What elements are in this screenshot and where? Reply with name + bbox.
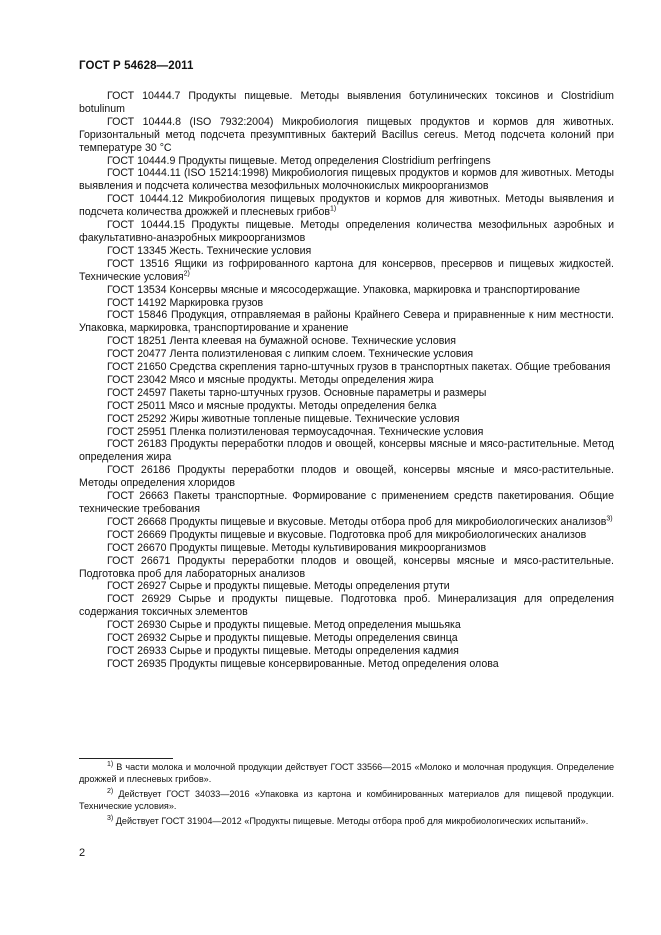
reference-item xyxy=(79,555,614,581)
reference-item xyxy=(79,580,614,593)
reference-title: Жесть. Технические условия xyxy=(169,244,312,257)
footnote-marker: 1) xyxy=(330,205,337,213)
reference-title: Продукты пищевые консервированные. Метод определения олова xyxy=(169,657,499,670)
reference-code: ГОСТ 10444.11 xyxy=(107,167,181,180)
reference-title: Продукты пищевые и вкусовые. Методы отбора проб для микробиологических анализов xyxy=(169,515,607,528)
reference-item xyxy=(79,258,614,284)
reference-code: ГОСТ 23042 xyxy=(107,373,167,386)
reference-item xyxy=(79,309,614,335)
reference-code: ГОСТ 26183 xyxy=(107,438,167,451)
reference-title: Продукты пищевые и вкусовые. Подготовка проб для микробиологических анализов xyxy=(169,528,587,541)
reference-title: Консервы мясные и мясосодержащие. Упаковка, маркировка и транспортирование xyxy=(169,283,581,296)
reference-title: Продукты переработки плодов и овощей, консервы мясные и мясо-растительные. Метод определения жира xyxy=(79,438,614,464)
reference-title: Сырье и продукты пищевые. Подготовка проб. Минерализация для определения содержания токсичных элементов xyxy=(79,593,614,619)
reference-code: ГОСТ 20477 xyxy=(107,348,167,361)
reference-item xyxy=(79,116,614,155)
reference-code: ГОСТ 15846 xyxy=(107,309,168,322)
reference-code: ГОСТ 10444.12 xyxy=(107,193,184,206)
reference-code: ГОСТ 10444.15 xyxy=(107,219,185,232)
reference-title: Мясо и мясные продукты. Методы определения белка xyxy=(168,399,437,412)
reference-title: Маркировка грузов xyxy=(169,296,264,309)
reference-title: Продукты переработки плодов и овощей, консервы мясные и мясо-растительные. Подготовка проб для лабораторных анализов xyxy=(79,554,614,580)
footnotes-list xyxy=(79,762,614,831)
reference-item xyxy=(79,284,614,297)
reference-code: ГОСТ 26663 xyxy=(107,490,169,503)
reference-code: ГОСТ 25292 xyxy=(107,412,167,425)
reference-code: ГОСТ 25011 xyxy=(107,399,166,412)
reference-title: (ISO 7932:2004) Микробиология пищевых продуктов и кормов для животных. Горизонтальный метод подсчета презумптивных бактерий Bacillus cereus. Метод подсчета колоний при температуре 30 °С xyxy=(79,115,615,154)
reference-code: ГОСТ 24597 xyxy=(107,386,167,399)
reference-code: ГОСТ 26927 xyxy=(107,580,167,593)
reference-code: ГОСТ 26929 xyxy=(107,593,172,606)
reference-item xyxy=(79,193,614,219)
reference-code: ГОСТ 18251 xyxy=(107,335,167,348)
reference-item xyxy=(79,619,614,632)
document-header: ГОСТ Р 54628—2011 xyxy=(79,60,194,72)
reference-title: Сырье и продукты пищевые. Методы определения ртути xyxy=(169,580,450,593)
reference-item xyxy=(79,167,614,193)
footnote-item xyxy=(79,789,614,813)
reference-item xyxy=(79,426,614,439)
reference-code: ГОСТ 10444.7 xyxy=(107,90,181,102)
reference-item xyxy=(79,490,614,516)
reference-item xyxy=(79,542,614,555)
reference-title: Продукты пищевые. Метод определения Clostridium perfringens xyxy=(178,154,491,167)
reference-title: (ISO 15214:1998) Микробиология пищевых продуктов и кормов для животных. Методы выявления и подсчета количества мезофильных молочнокислых микроорганизмов xyxy=(79,167,614,193)
reference-item xyxy=(79,658,614,671)
reference-item xyxy=(79,361,614,374)
reference-title: Сырье и продукты пищевые. Метод определения мышьяка xyxy=(169,619,461,632)
reference-code: ГОСТ 14192 xyxy=(107,296,167,309)
reference-code: ГОСТ 26932 xyxy=(107,632,167,645)
reference-title: Продукты пищевые. Методы определения количества мезофильных аэробных и факультативно-анаэробных микроорганизмов xyxy=(79,219,614,244)
reference-title: Продукция, отправляемая в районы Крайнего Севера и приравненные к ним местности. Упаковка, маркировка, транспортирование и хранение xyxy=(79,309,614,335)
reference-code: ГОСТ 10444.8 xyxy=(107,115,181,128)
reference-item xyxy=(79,645,614,658)
reference-item xyxy=(79,438,614,464)
reference-title: Жиры животные топленые пищевые. Технические условия xyxy=(169,412,460,425)
reference-item xyxy=(79,400,614,413)
reference-title: Лента полиэтиленовая с липким слоем. Технические условия xyxy=(169,348,474,361)
footnote-separator xyxy=(79,758,173,759)
reference-item xyxy=(79,516,614,529)
reference-code: ГОСТ 26671 xyxy=(107,554,171,567)
reference-code: ГОСТ 26933 xyxy=(107,644,167,657)
reference-item xyxy=(79,335,614,348)
reference-title: Продукты переработки плодов и овощей, консервы мясные и мясо-растительные. Методы определения хлоридов xyxy=(79,464,614,490)
reference-code: ГОСТ 10444.9 xyxy=(107,154,176,167)
reference-code: ГОСТ 25951 xyxy=(107,425,167,438)
reference-title: Пленка полиэтиленовая термоусадочная. Технические условия xyxy=(169,425,484,438)
reference-code: ГОСТ 26670 xyxy=(107,541,167,554)
reference-item xyxy=(79,374,614,387)
footnote-marker: 3) xyxy=(606,515,613,523)
reference-item xyxy=(79,297,614,310)
reference-code: ГОСТ 26668 xyxy=(107,515,167,528)
footnote-mark: 1) xyxy=(107,760,114,768)
footnote-marker: 2) xyxy=(183,270,190,278)
reference-code: ГОСТ 26186 xyxy=(107,464,171,477)
reference-title: Пакеты транспортные. Формирование с применением средств пакетирования. Общие технические требования xyxy=(79,490,614,515)
reference-title: Сырье и продукты пищевые. Методы определения кадмия xyxy=(169,644,459,657)
reference-code: ГОСТ 26935 xyxy=(107,657,167,670)
reference-item xyxy=(79,219,614,245)
reference-code: ГОСТ 13516 xyxy=(107,257,169,270)
reference-code: ГОСТ 21650 xyxy=(107,361,167,374)
footnote-mark: 2) xyxy=(107,787,114,795)
reference-item xyxy=(79,348,614,361)
page-number: 2 xyxy=(79,847,86,859)
reference-item xyxy=(79,413,614,426)
reference-item xyxy=(79,155,614,168)
reference-item xyxy=(79,245,614,258)
reference-title: Микробиология пищевых продуктов и кормов для животных. Методы выявления и подсчета количества дрожжей и плесневых грибов xyxy=(79,193,615,219)
reference-code: ГОСТ 26669 xyxy=(107,528,167,541)
reference-item xyxy=(79,529,614,542)
normative-references-list xyxy=(79,90,614,671)
reference-item xyxy=(79,464,614,490)
reference-title: Сырье и продукты пищевые. Методы определения свинца xyxy=(169,632,458,645)
reference-item xyxy=(79,387,614,400)
reference-title: Мясо и мясные продукты. Методы определения жира xyxy=(169,373,434,386)
footnote-text: В части молока и молочной продукции действует ГОСТ 33566—2015 «Молоко и молочная продукция. Определение дрожжей и плесневых грибов». xyxy=(79,762,614,784)
reference-code: ГОСТ 26930 xyxy=(107,619,167,632)
reference-item xyxy=(79,90,614,116)
reference-title: Средства скрепления тарно-штучных грузов в транспортных пакетах. Общие требования xyxy=(169,361,611,374)
reference-item xyxy=(79,632,614,645)
footnote-mark: 3) xyxy=(107,814,114,822)
footnote-text: Действует ГОСТ 31904—2012 «Продукты пищевые. Методы отбора проб для микробиологических испытаний». xyxy=(115,815,589,826)
reference-title: Продукты пищевые. Методы культивирования микроорганизмов xyxy=(169,541,487,554)
footnote-item xyxy=(79,762,614,786)
reference-item xyxy=(79,593,614,619)
reference-code: ГОСТ 13345 xyxy=(107,244,167,257)
reference-code: ГОСТ 13534 xyxy=(107,283,167,296)
reference-title: Лента клеевая на бумажной основе. Технические условия xyxy=(169,335,457,348)
reference-title: Пакеты тарно-штучных грузов. Основные параметры и размеры xyxy=(169,386,487,399)
footnote-item xyxy=(79,816,614,828)
reference-title: Ящики из гофрированного картона для консервов, пресервов и пищевых жидкостей. Технические условия xyxy=(79,257,615,283)
footnote-text: Действует ГОСТ 34033—2016 «Упаковка из картона и комбинированных материалов для пищевой продукции. Технические условия». xyxy=(79,788,614,811)
reference-title: Продукты пищевые. Методы выявления ботулинических токсинов и Clostridium botulinum xyxy=(79,90,615,115)
